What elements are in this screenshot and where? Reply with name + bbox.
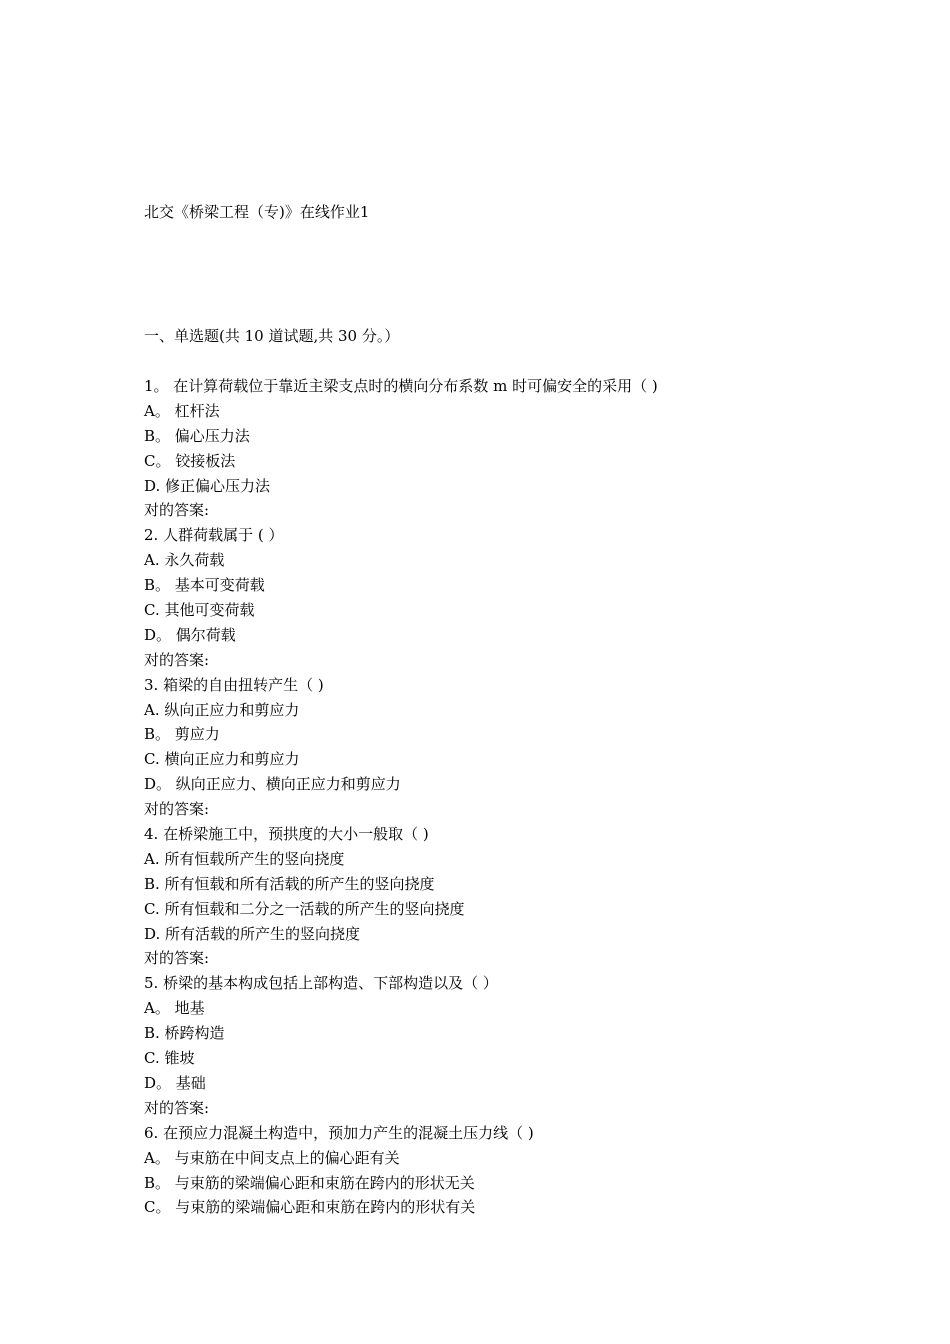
answer-option: B。 与束筋的梁端偏心距和束筋在跨内的形状无关 [144, 1173, 475, 1192]
answer-option: B。 偏心压力法 [144, 426, 250, 445]
answer-option: D。 偶尔荷载 [144, 625, 236, 644]
answer-option: B. 桥跨构造 [144, 1024, 225, 1043]
answer-option: B. 所有恒载和所有活载的所产生的竖向挠度 [144, 874, 435, 893]
answer-option: D。 纵向正应力、横向正应力和剪应力 [144, 775, 401, 794]
correct-answer-label: 对的答案: [144, 800, 210, 819]
answer-option: B。 基本可变荷载 [144, 576, 265, 595]
correct-answer-label: 对的答案: [144, 1098, 210, 1117]
answer-option: C. 锥坡 [144, 1049, 195, 1068]
question-list [144, 374, 844, 1220]
answer-option: D。 基础 [144, 1073, 206, 1092]
answer-option: A. 纵向正应力和剪应力 [144, 700, 300, 719]
answer-option: C. 所有恒载和二分之一活载的所产生的竖向挠度 [144, 899, 465, 918]
answer-option: A. 所有恒载所产生的竖向挠度 [144, 849, 345, 868]
answer-option: C。 与束筋的梁端偏心距和束筋在跨内的形状有关 [144, 1198, 476, 1217]
question-stem: 5. 桥梁的基本构成包括上部构造、下部构造以及（ ） [144, 974, 498, 993]
document-title: 北交《桥梁工程（专)》在线作业1 [144, 203, 370, 221]
question-item [144, 523, 844, 672]
answer-option: B。 剪应力 [144, 725, 220, 744]
answer-option: A。 与束筋在中间支点上的偏心距有关 [144, 1148, 400, 1167]
question-stem: 3. 箱梁的自由扭转产生（ ) [144, 675, 324, 694]
answer-option: A。 杠杆法 [144, 401, 220, 420]
answer-option: D. 修正偏心压力法 [144, 476, 271, 495]
answer-option: C. 其他可变荷载 [144, 601, 255, 620]
correct-answer-label: 对的答案: [144, 949, 210, 968]
answer-option: A. 永久荷载 [144, 551, 225, 570]
question-item [144, 822, 844, 971]
question-stem: 1。 在计算荷载位于靠近主梁支点时的横向分布系数 m 时可偏安全的采用（ ) [144, 377, 658, 395]
question-stem: 6. 在预应力混凝土构造中，预加力产生的混凝土压力线（ ) [144, 1123, 534, 1142]
answer-option: A。 地基 [144, 999, 205, 1018]
question-item [144, 374, 844, 523]
correct-answer-label: 对的答案: [144, 650, 210, 669]
section-heading: 一、单选题(共 10 道试题,共 30 分。） [144, 327, 400, 345]
question-stem: 2. 人群荷载属于 ( ） [144, 526, 284, 545]
answer-option: D. 所有活载的所产生的竖向挠度 [144, 924, 361, 943]
question-item [144, 673, 844, 822]
correct-answer-label: 对的答案: [144, 501, 210, 520]
question-item [144, 971, 844, 1120]
question-item [144, 1121, 844, 1221]
answer-option: C。 铰接板法 [144, 451, 236, 470]
answer-option: C. 横向正应力和剪应力 [144, 750, 300, 769]
question-stem: 4. 在桥梁施工中，预拱度的大小一般取（ ) [144, 825, 429, 844]
